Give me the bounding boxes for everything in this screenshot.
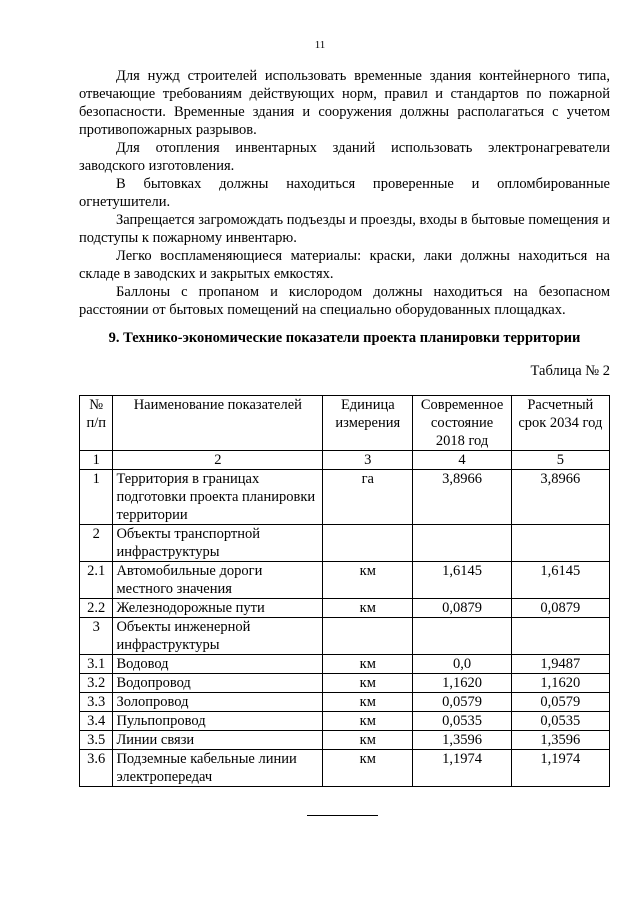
header-indicator-name: Наименование показателей <box>113 396 323 451</box>
unit-cell: км <box>323 674 413 693</box>
projected-value-cell: 3,8966 <box>511 470 609 525</box>
table-row <box>80 618 610 655</box>
projected-value-cell: 0,0879 <box>511 599 609 618</box>
column-number: 5 <box>511 451 609 470</box>
paragraph: Баллоны с пропаном и кислородом должны находиться на безопасном расстоянии от бытовых помещений на специально оборудованных площадках. <box>79 284 610 318</box>
header-unit: Единица измерения <box>323 396 413 451</box>
header-projected: Расчетный срок 2034 год <box>511 396 609 451</box>
projected-value-cell <box>511 618 609 655</box>
row-number-cell: 3.4 <box>80 712 113 731</box>
column-number: 2 <box>113 451 323 470</box>
current-value-cell: 0,0 <box>413 655 511 674</box>
row-number-cell: 3.2 <box>80 674 113 693</box>
table-row <box>80 470 610 525</box>
projected-value-cell: 0,0579 <box>511 693 609 712</box>
row-number-cell: 3.5 <box>80 731 113 750</box>
row-number-cell: 3.6 <box>80 750 113 787</box>
indicator-name-cell: Водопровод <box>113 674 323 693</box>
paragraph: Для нужд строителей использовать временные здания контейнерного типа, отвечающие требованиям действующих норм, правил и стандартов по пожарной безопасности. Временные здания и сооружения должны располагаться с учетом противопожарных разрывов. <box>79 68 610 138</box>
column-number: 3 <box>323 451 413 470</box>
indicator-name-cell: Золопровод <box>113 693 323 712</box>
column-number-row <box>80 451 610 470</box>
table-row <box>80 655 610 674</box>
projected-value-cell: 0,0535 <box>511 712 609 731</box>
projected-value-cell: 1,1620 <box>511 674 609 693</box>
row-number-cell: 3 <box>80 618 113 655</box>
row-number-cell: 3.3 <box>80 693 113 712</box>
unit-cell: га <box>323 470 413 525</box>
footer-divider <box>307 815 378 816</box>
table-header-row <box>80 396 610 451</box>
indicator-name-cell: Пульпопровод <box>113 712 323 731</box>
paragraph: В бытовках должны находиться проверенные и опломбированные огнетушители. <box>79 176 610 210</box>
paragraph: Для отопления инвентарных зданий использовать электронагреватели заводского изготовления. <box>79 140 610 174</box>
table-caption: Таблица № 2 <box>530 363 610 379</box>
current-value-cell: 0,0879 <box>413 599 511 618</box>
row-number-cell: 2.2 <box>80 599 113 618</box>
current-value-cell <box>413 525 511 562</box>
header-current-state: Современное состояние 2018 год <box>413 396 511 451</box>
indicator-name-cell: Водовод <box>113 655 323 674</box>
indicator-name-cell: Автомобильные дороги местного значения <box>113 562 323 599</box>
indicator-name-cell: Объекты инженерной инфраструктуры <box>113 618 323 655</box>
projected-value-cell: 1,3596 <box>511 731 609 750</box>
current-value-cell: 3,8966 <box>413 470 511 525</box>
header-number: № п/п <box>80 396 113 451</box>
unit-cell: км <box>323 655 413 674</box>
unit-cell <box>323 618 413 655</box>
row-number-cell: 3.1 <box>80 655 113 674</box>
section-heading: 9. Технико-экономические показатели проекта планировки территории <box>108 330 581 346</box>
unit-cell <box>323 525 413 562</box>
unit-cell: км <box>323 750 413 787</box>
row-number-cell: 2.1 <box>80 562 113 599</box>
table-row <box>80 712 610 731</box>
table-row <box>80 750 610 787</box>
column-number: 1 <box>80 451 113 470</box>
indicators-table <box>79 395 610 787</box>
table-row <box>80 599 610 618</box>
table-row <box>80 674 610 693</box>
indicator-name-cell: Территория в границах подготовки проекта планировки территории <box>113 470 323 525</box>
unit-cell: км <box>323 731 413 750</box>
row-number-cell: 2 <box>80 525 113 562</box>
table-row <box>80 525 610 562</box>
current-value-cell: 1,6145 <box>413 562 511 599</box>
table-row <box>80 562 610 599</box>
table-row <box>80 693 610 712</box>
table-row <box>80 731 610 750</box>
table-body <box>80 470 610 787</box>
body-text <box>79 67 610 319</box>
current-value-cell <box>413 618 511 655</box>
row-number-cell: 1 <box>80 470 113 525</box>
projected-value-cell <box>511 525 609 562</box>
current-value-cell: 1,3596 <box>413 731 511 750</box>
unit-cell: км <box>323 562 413 599</box>
paragraph: Запрещается загромождать подъезды и проезды, входы в бытовые помещения и подступы к пожарному инвентарю. <box>79 212 610 246</box>
unit-cell: км <box>323 712 413 731</box>
paragraph: Легко воспламеняющиеся материалы: краски, лаки должны находиться на складе в заводских и закрытых емкостях. <box>79 248 610 282</box>
indicator-name-cell: Линии связи <box>113 731 323 750</box>
unit-cell: км <box>323 599 413 618</box>
current-value-cell: 1,1620 <box>413 674 511 693</box>
page-number: 11 <box>314 39 326 51</box>
indicator-name-cell: Объекты транспортной инфраструктуры <box>113 525 323 562</box>
indicator-name-cell: Подземные кабельные линии электропередач <box>113 750 323 787</box>
indicator-name-cell: Железнодорожные пути <box>113 599 323 618</box>
current-value-cell: 0,0535 <box>413 712 511 731</box>
column-number: 4 <box>413 451 511 470</box>
current-value-cell: 0,0579 <box>413 693 511 712</box>
projected-value-cell: 1,6145 <box>511 562 609 599</box>
projected-value-cell: 1,9487 <box>511 655 609 674</box>
projected-value-cell: 1,1974 <box>511 750 609 787</box>
current-value-cell: 1,1974 <box>413 750 511 787</box>
unit-cell: км <box>323 693 413 712</box>
